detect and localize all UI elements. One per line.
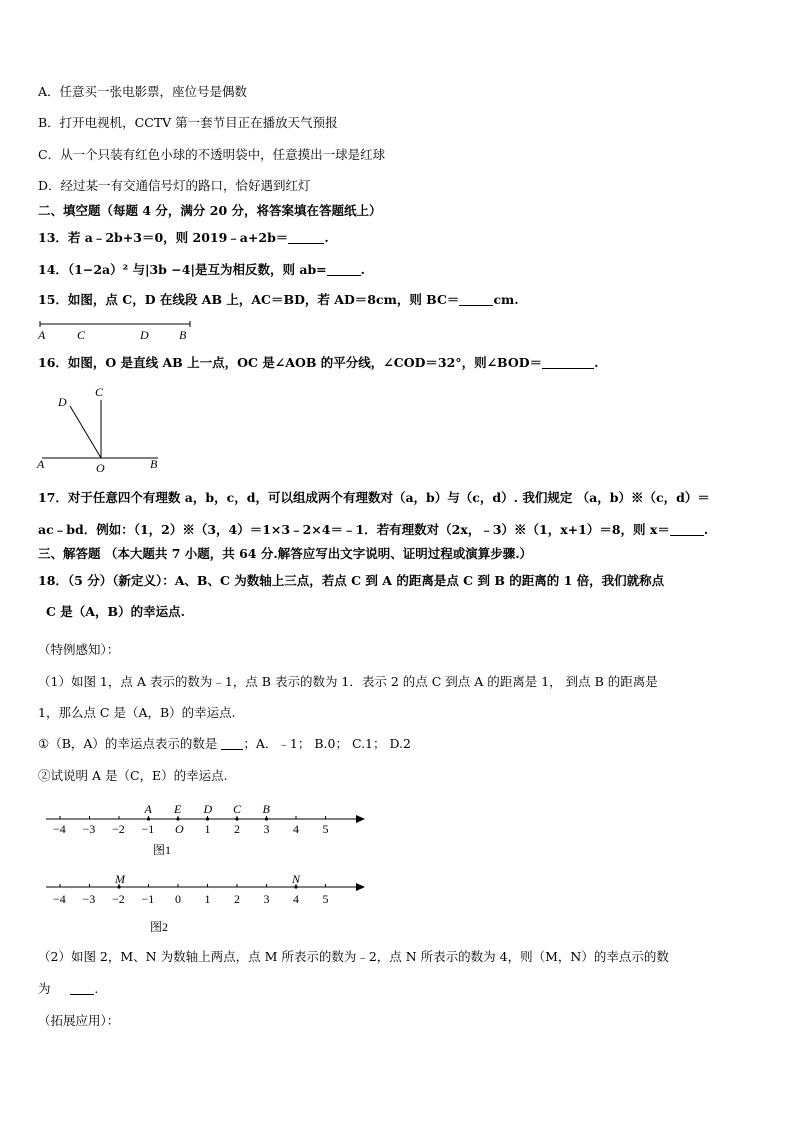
q16-angle-figure: [34, 382, 169, 474]
question-13: 13．若 a﹣2b+3＝0，则 2019﹣a+2b＝ .: [38, 230, 329, 245]
question-14-text: 14．（1−2a）² 与|3b −4|是互为相反数，则 ab=: [38, 262, 327, 277]
point-label-o: O: [96, 461, 105, 474]
tick-label: −1: [141, 822, 155, 836]
tick-label: −3: [82, 892, 96, 906]
point-marker: [235, 817, 238, 820]
tick-label: 0: [175, 892, 181, 906]
tick-label: 4: [293, 892, 299, 906]
point-marker: [265, 817, 268, 820]
sub-question-1-text: ①（B，A）的幸运点表示的数是: [38, 736, 218, 751]
question-13-text: 13．若 a﹣2b+3＝0，则 2019﹣a+2b＝: [38, 230, 289, 245]
question-17-line1: 17．对于任意四个有理数 a，b，c，d，可以组成两个有理数对（a，b）与（c，d）. 我们规定 （a，b）※（c，d）＝: [38, 490, 710, 505]
tick-label: −4: [53, 822, 66, 836]
part-2-line1: （2）如图 2，M、N 为数轴上两点，点 M 所表示的数为﹣2，点 N 所表示的数为 4，则（M，N）的幸点示的数: [38, 949, 669, 964]
part-1-line2: 1，那么点 C 是（A，B）的幸运点.: [38, 705, 236, 720]
figure-1-caption: 图1: [153, 843, 172, 857]
tick-label: −3: [82, 822, 96, 836]
answer-blank: [670, 523, 704, 536]
question-16-text: 16．如图，O 是直线 AB 上一点，OC 是∠AOB 的平分线，∠COD＝32°，则∠BOD＝: [38, 355, 543, 370]
tick-label: O: [175, 822, 184, 836]
ray-label-c: C: [95, 385, 104, 399]
point-label-b: B: [150, 457, 158, 471]
option-b: B．打开电视机，CCTV 第一套节目正在播放天气预报: [38, 115, 338, 130]
point-label-c: C: [77, 328, 86, 342]
point-label: D: [203, 802, 213, 816]
part-2-line2: 为 .: [38, 981, 99, 996]
tick-label: −1: [141, 892, 155, 906]
figure-1-number-line: [40, 796, 370, 860]
point-label-d: D: [140, 328, 149, 342]
point-marker: [176, 817, 179, 820]
option-c: C．从一个只装有红色小球的不透明袋中，任意摸出一球是红球: [38, 147, 386, 162]
question-16: 16．如图，O 是直线 AB 上一点，OC 是∠AOB 的平分线，∠COD＝32°，则∠BOD＝ .: [38, 355, 599, 370]
tick-label: 4: [293, 822, 299, 836]
figure-2-caption: 图2: [150, 920, 169, 934]
point-label-a: A: [37, 457, 45, 471]
extension-heading: （拓展应用）：: [38, 1013, 120, 1028]
point-label: E: [174, 802, 182, 816]
option-a: A．任意买一张电影票，座位号是偶数: [38, 84, 248, 99]
point-label-b: B: [179, 328, 187, 342]
answer-blank: [327, 263, 361, 276]
sub-question-2: ②试说明 A 是（C，E）的幸运点.: [38, 768, 228, 783]
option-d: D．经过某一有交通信号灯的路口，恰好遇到红灯: [38, 178, 311, 193]
sub-question-1-choices: ；A．﹣1； B.0； C.1； D.2: [243, 736, 411, 751]
figure-2-number-line: [40, 868, 370, 938]
tick-label: 1: [204, 892, 211, 906]
tick-label: −2: [112, 822, 125, 836]
answer-blank: [70, 982, 94, 995]
point-marker: [147, 817, 150, 820]
answer-blank: [221, 737, 243, 750]
answer-blank: [288, 231, 324, 244]
tick-label: −4: [53, 892, 66, 906]
point-label: N: [292, 872, 301, 886]
tick-label: 2: [234, 822, 240, 836]
point-label: M: [115, 872, 125, 886]
point-label: A: [144, 802, 152, 816]
tick-label: 5: [322, 892, 329, 906]
question-14: 14．（1−2a）² 与|3b −4|是互为相反数，则 ab= .: [38, 262, 366, 277]
ray-label-d: D: [58, 395, 67, 409]
point-label: B: [262, 802, 270, 816]
special-case-heading: （特例感知）：: [38, 642, 120, 657]
answer-blank: [459, 293, 493, 306]
tick-label: 3: [263, 822, 270, 836]
question-17-line2: ac﹣bd．例如：（1，2）※（3，4）＝1×3﹣2×4＝﹣1．若有理数对（2x，﹣3）※（1，x+1）＝8，则 x＝ .: [38, 522, 709, 537]
question-15-text: 15．如图，点 C，D 在线段 AB 上，AC＝BD，若 AD＝8cm，则 BC＝: [38, 292, 460, 307]
part-2-text: 为: [38, 981, 51, 996]
answer-blank: [542, 356, 594, 369]
tick-label: −2: [112, 892, 125, 906]
tick-label: 5: [322, 822, 329, 836]
q15-segment-figure: [36, 318, 206, 344]
question-17-text: ac﹣bd．例如：（1，2）※（3，4）＝1×3﹣2×4＝﹣1．若有理数对（2x，﹣3）※（1，x+1）＝8，则 x＝: [38, 522, 670, 537]
part-1-line1: （1）如图 1，点 A 表示的数为﹣1，点 B 表示的数为 1．表示 2 的点 C 到点 A 的距离是 1， 到点 B 的距离是: [38, 674, 658, 689]
question-15: [38, 292, 519, 308]
section3-header: 三、解答题 （本大题共 7 小题，共 64 分.解答应写出文字说明、证明过程或演算步骤.）: [38, 546, 533, 561]
point-label-a: A: [38, 328, 46, 342]
point-marker: [206, 817, 209, 820]
tick-label: 2: [234, 892, 240, 906]
question-18-line2: C 是（A，B）的幸运点.: [46, 604, 185, 619]
point-label: C: [233, 802, 242, 816]
question-15-unit: cm.: [493, 292, 519, 307]
tick-label: 1: [204, 822, 211, 836]
section2-header: 二、填空题（每题 4 分，满分 20 分，将答案填在答题纸上）: [38, 203, 382, 218]
sub-question-1: [38, 736, 411, 752]
tick-label: 3: [263, 892, 270, 906]
question-18-line1: 18．（5 分）（新定义）：A、B、C 为数轴上三点，若点 C 到 A 的距离是点 C 到 B 的距离的 1 倍，我们就称点: [38, 573, 665, 588]
